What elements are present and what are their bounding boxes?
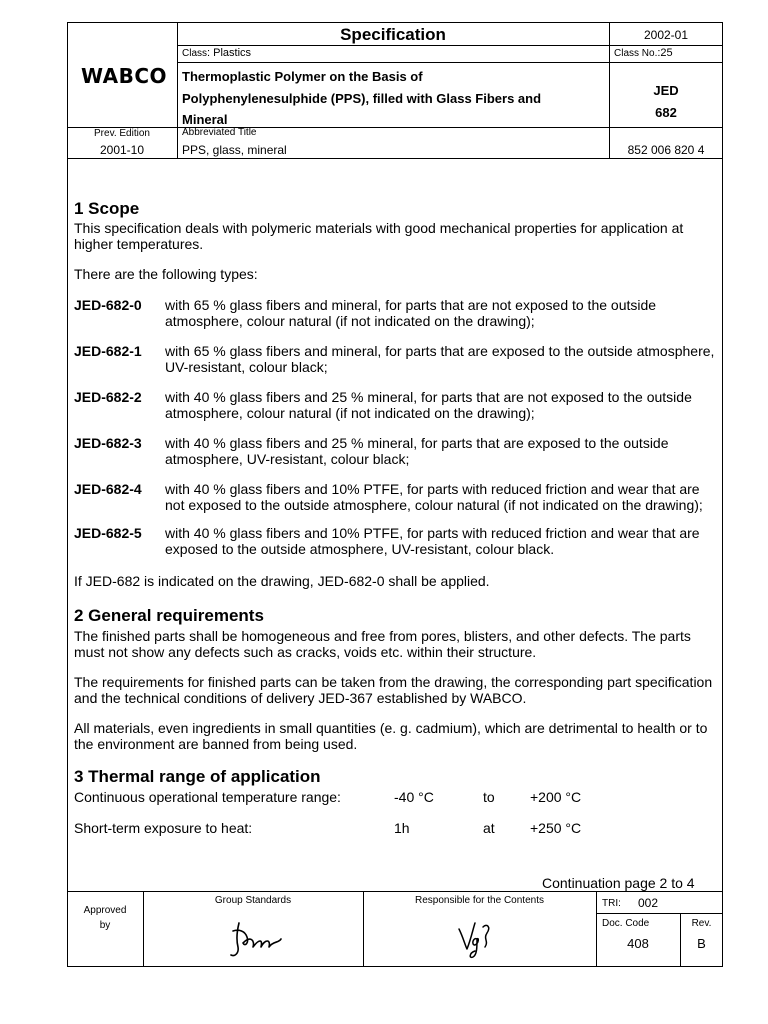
prev-edition-label: Prev. Edition: [94, 128, 150, 139]
part-number: 852 006 820 4: [627, 143, 705, 157]
rev-value: B: [697, 936, 706, 951]
type-code: JED-682-5: [74, 525, 142, 541]
type-item: [74, 297, 724, 343]
thermal-heading: 3 Thermal range of application: [74, 767, 321, 786]
type-description-line-1: with 40 % glass fibers and 10% PTFE, for parts with reduced friction and wear that are: [165, 481, 700, 497]
document-title-line-2: Polyphenylenesulphide (PPS), filled with Glass Fibers and: [182, 90, 542, 106]
type-list: [74, 297, 724, 571]
general-paragraph-2: [74, 674, 712, 706]
general-p1-line-1: The finished parts shall be homogeneous and free from pores, blisters, and other defects. The parts: [74, 628, 691, 644]
type-description-line-2: atmosphere, UV-resistant, colour black;: [165, 451, 410, 467]
type-description: [165, 343, 714, 375]
type-description-line-1: with 40 % glass fibers and 25 % mineral, for parts that are not exposed to the outside: [165, 389, 692, 405]
footer-tri-line: [596, 913, 723, 914]
type-description-line-1: with 40 % glass fibers and 10% PTFE, for parts with reduced friction and wear that are: [165, 525, 700, 541]
default-type-note: If JED-682 is indicated on the drawing, JED-682-0 shall be applied.: [74, 573, 490, 589]
doc-code-value: 408: [627, 936, 649, 951]
type-item: [74, 481, 724, 525]
type-description-line-1: with 65 % glass fibers and mineral, for parts that are exposed to the outside atmosphere,: [165, 343, 715, 359]
header-line-1: [177, 45, 723, 46]
type-item: [74, 435, 724, 481]
rev-label: Rev.: [691, 918, 712, 929]
class-no-field: [614, 47, 673, 59]
general-p3-line-2: the environment are banned from being used.: [74, 736, 358, 752]
general-p2-line-1: The requirements for finished parts can be taken from the drawing, the corresponding part specification: [74, 674, 713, 690]
thermal-row-label: Continuous operational temperature range:: [74, 789, 341, 805]
class-value: : Plastics: [207, 47, 252, 59]
type-item: [74, 525, 724, 571]
tri-label: TRI:: [602, 898, 621, 909]
issue-date: 2002-01: [643, 28, 689, 42]
type-item: [74, 389, 724, 435]
type-description-line-2: atmosphere, colour natural (if not indicated on the drawing);: [165, 405, 535, 421]
approved-label: [67, 903, 143, 933]
general-paragraph-1: [74, 628, 691, 660]
header-line-2: [177, 62, 723, 63]
type-description: [165, 525, 700, 557]
footer-divider-3: [596, 891, 597, 967]
class-no-value: :25: [657, 47, 673, 59]
general-p1-line-2: must not show any defects such as cracks, voids etc. within their structure.: [74, 644, 537, 660]
approved-line-2: by: [99, 920, 111, 931]
document-title: [182, 66, 541, 131]
header-line-4: [67, 158, 723, 159]
type-code: JED-682-3: [74, 435, 142, 451]
type-description-line-2: atmosphere, colour natural (if not indicated on the drawing);: [165, 313, 535, 329]
document-title-line-3: Mineral: [182, 112, 228, 127]
type-code: JED-682-0: [74, 297, 142, 313]
type-description: [165, 297, 656, 329]
standard-code-line-2: 682: [655, 105, 677, 120]
scope-intro-line-1: This specification deals with polymeric materials with good mechanical properties for application at: [74, 220, 684, 236]
type-item: [74, 343, 724, 389]
scope-intro: [74, 220, 683, 252]
type-description: [165, 389, 692, 421]
type-code: JED-682-1: [74, 343, 142, 359]
types-intro: There are the following types:: [74, 266, 258, 282]
group-standards-signature: [225, 917, 287, 961]
thermal-row-value-2: +200 °C: [530, 789, 582, 805]
abbrev-title-label: Abbreviated Title: [182, 127, 257, 138]
type-description: [165, 481, 703, 513]
type-code: JED-682-4: [74, 481, 142, 497]
type-description-line-2: not exposed to the outside atmosphere, colour natural (if not indicated on the drawing);: [165, 497, 703, 513]
general-heading: 2 General requirements: [74, 606, 264, 625]
thermal-row-value-1: -40 °C: [394, 789, 434, 805]
class-field: [182, 47, 251, 59]
group-standards-label: Group Standards: [214, 895, 292, 906]
doc-code-label: Doc. Code: [602, 918, 650, 929]
responsible-label: Responsible for the Contents: [415, 895, 544, 906]
scope-intro-line-2: higher temperatures.: [74, 236, 204, 252]
doc-type-title: Specification: [340, 25, 446, 44]
thermal-row-conj: to: [483, 789, 495, 805]
document-title-line-1: Thermoplastic Polymer on the Basis of: [182, 69, 423, 84]
responsible-signature: [455, 917, 497, 963]
standard-code: [609, 80, 723, 124]
type-description-line-1: with 40 % glass fibers and 25 % mineral, for parts that are exposed to the outside: [165, 435, 669, 451]
type-code: JED-682-2: [74, 389, 142, 405]
thermal-row-conj: at: [483, 820, 495, 836]
prev-edition-value: 2001-10: [99, 143, 145, 157]
thermal-row-value-1: 1h: [394, 820, 410, 836]
scope-heading: 1 Scope: [74, 199, 140, 218]
thermal-row-label: Short-term exposure to heat:: [74, 820, 253, 836]
type-description-line-2: UV-resistant, colour black;: [165, 359, 328, 375]
class-no-label: Class No.: [614, 48, 658, 59]
approved-line-1: Approved: [83, 905, 127, 916]
general-p2-line-2: and the technical conditions of delivery JED-367 established by WABCO.: [74, 690, 527, 706]
general-p3-line-1: All materials, even ingredients in small quantities (e. g. cadmium), which are detrimental to health or to: [74, 720, 708, 736]
class-label: Class: [182, 48, 208, 59]
tri-value: 002: [638, 896, 659, 910]
type-description-line-2: exposed to the outside atmosphere, UV-resistant, colour black.: [165, 541, 555, 557]
thermal-row-value-2: +250 °C: [530, 820, 582, 836]
wabco-logo: WABCO: [80, 64, 168, 88]
footer-top-line: [67, 891, 723, 892]
type-description-line-1: with 65 % glass fibers and mineral, for parts that are not exposed to the outside: [165, 297, 657, 313]
continuation-note: Continuation page 2 to 4: [542, 875, 695, 891]
standard-code-line-1: JED: [653, 83, 679, 98]
general-paragraph-3: [74, 720, 707, 752]
type-description: [165, 435, 669, 467]
abbrev-title-value: PPS, glass, mineral: [182, 143, 287, 157]
